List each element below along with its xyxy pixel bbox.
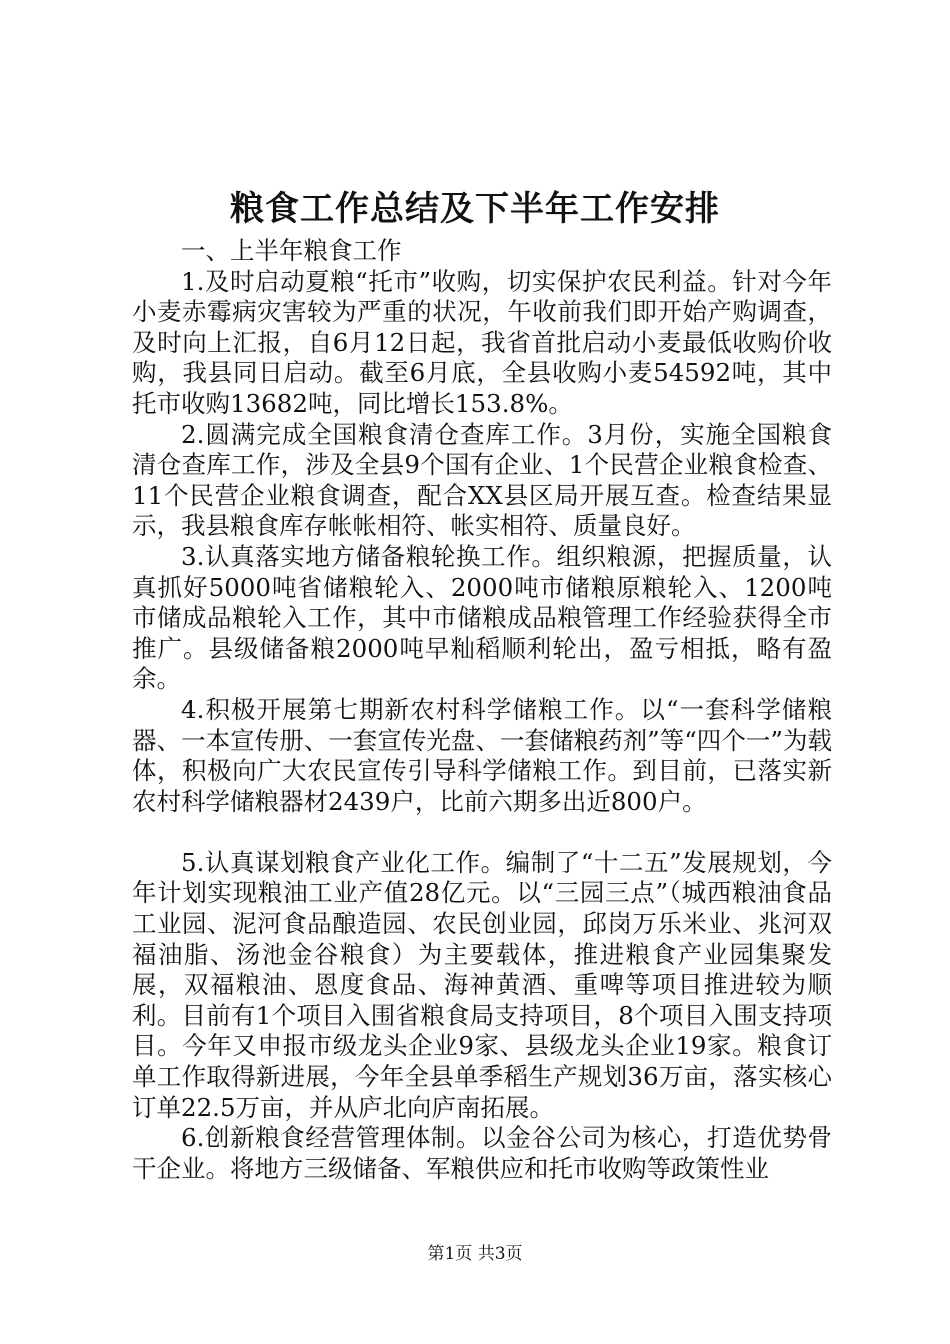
paragraph-4: 4.积极开展第七期新农村科学储粮工作。以“一套科学储粮器、一本宣传册、一套宣传光盘、一套储粮药剂”等“四个一”为载体，积极向广大农民宣传引导科学储粮工作。到目前，已落实新农村科学储粮器材2439户，比前六期多出近800户。: [132, 694, 832, 816]
document-title: 粮食工作总结及下半年工作安排: [230, 189, 720, 229]
document-body: [132, 236, 832, 1184]
page-footer: 第1页 共3页: [427, 1244, 523, 1264]
paragraph-3: 3.认真落实地方储备粮轮换工作。组织粮源，把握质量，认真抓好5000吨省储粮轮入、2000吨市储粮原粮轮入、1200吨市储成品粮轮入工作，其中市储粮成品粮管理工作经验获得全市推广。县级储备粮2000吨早籼稻顺利轮出，盈亏相抵，略有盈余。: [132, 541, 832, 694]
paragraph-1: 1.及时启动夏粮“托市”收购，切实保护农民利益。针对今年小麦赤霉病灾害较为严重的状况，午收前我们即开始产购调查，及时向上汇报，自6月12日起，我省首批启动小麦最低收购价收购，我县同日启动。截至6月底，全县收购小麦54592吨，其中托市收购13682吨，同比增长153.8%。: [132, 266, 832, 418]
paragraph-5: 5.认真谋划粮食产业化工作。编制了“十二五”发展规划，今年计划实现粮油工业产值28亿元。以“三园三点”（城西粮油食品工业园、泥河食品酿造园、农民创业园，邱岗万乐米业、兆河双福油脂、汤池金谷粮食）为主要载体，推进粮食产业园集聚发展，双福粮油、恩度食品、海神黄酒、重啤等项目推进较为顺利。目前有1个项目入围省粮食局支持项目，8个项目入围支持项目。今年又申报市级龙头企业9家、县级龙头企业19家。粮食订单工作取得新进展，今年全县单季稻生产规划36万亩，落实核心订单22.5万亩，并从庐北向庐南拓展。: [132, 847, 832, 1122]
paragraph-2: 2.圆满完成全国粮食清仓查库工作。3月份，实施全国粮食清仓查库工作，涉及全县9个国有企业、1个民营企业粮食检查、11个民营企业粮食调查，配合XX县区局开展互查。检查结果显示，我县粮食库存帐帐相符、帐实相符、质量良好。: [132, 419, 832, 541]
paragraph-6: 6.创新粮食经营管理体制。以金谷公司为核心，打造优势骨干企业。将地方三级储备、军粮供应和托市收购等政策性业: [132, 1123, 832, 1183]
section-heading: 一、上半年粮食工作: [181, 236, 402, 265]
